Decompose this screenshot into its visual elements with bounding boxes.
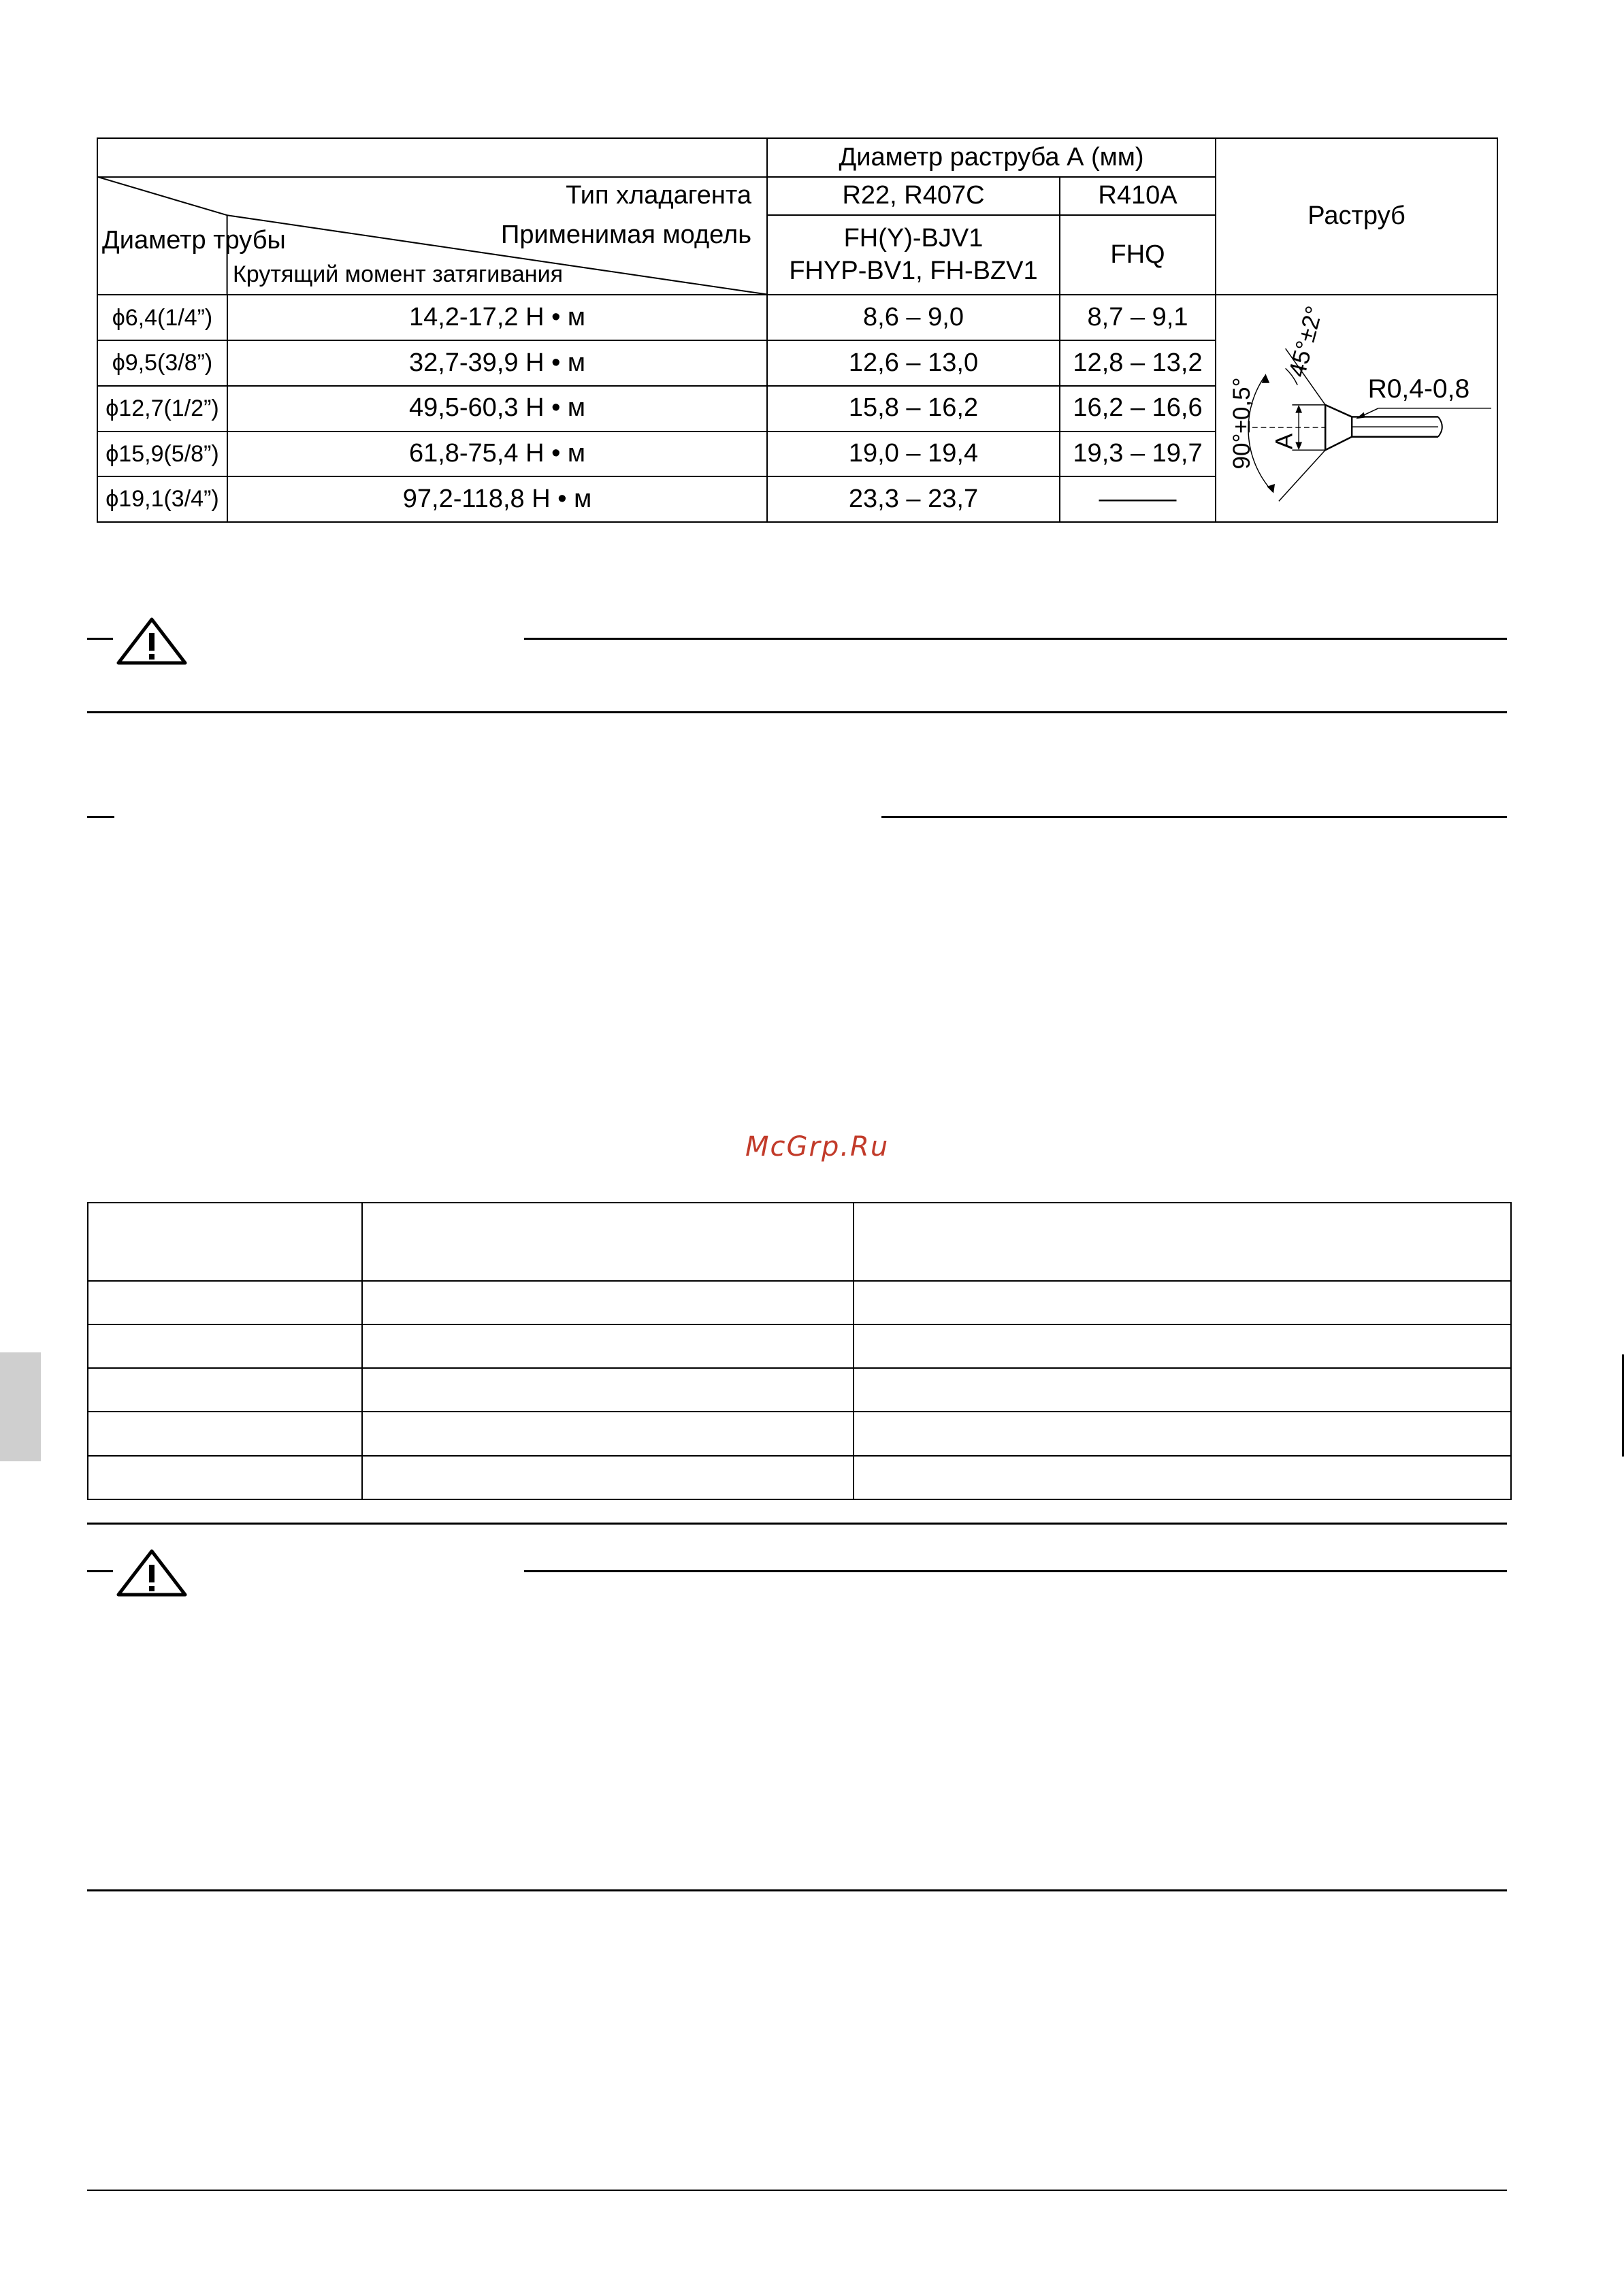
flare-a-r410a-cell: 12,8 – 13,2	[1060, 340, 1216, 386]
caution-rule	[524, 1570, 1507, 1572]
table-row	[88, 1368, 1511, 1412]
table-cell	[88, 1281, 362, 1324]
table-cell	[88, 1203, 362, 1281]
flare-a-r410a-cell: 16,2 – 16,6	[1060, 386, 1216, 432]
torque-cell: 97,2-118,8 Н • м	[227, 476, 767, 522]
warning-triangle-icon	[116, 1548, 188, 1597]
dimension-a-label: A	[1271, 434, 1298, 450]
table-cell	[362, 1368, 854, 1412]
radius-label: R0,4-0,8	[1367, 374, 1470, 404]
pipe-cell: ϕ15,9(5/8”)	[97, 432, 227, 477]
table-cell	[362, 1203, 854, 1281]
pipe-diameter-label: Диаметр трубы	[102, 226, 286, 255]
model-a-header	[767, 215, 1060, 295]
flare-angle-label: 45°±2°	[1284, 304, 1329, 380]
flare-a-r22-cell: 19,0 – 19,4	[767, 432, 1060, 477]
table-cell	[854, 1324, 1511, 1368]
table-cell	[362, 1456, 854, 1499]
flare-a-r410a-cell: 8,7 – 9,1	[1060, 295, 1216, 340]
torque-cell: 32,7-39,9 Н • м	[227, 340, 767, 386]
flare-a-r22-cell: 12,6 – 13,0	[767, 340, 1060, 386]
empty-table	[87, 1202, 1512, 1500]
table-cell	[88, 1368, 362, 1412]
pipe-cell: ϕ9,5(3/8”)	[97, 340, 227, 386]
model-b-header: FHQ	[1060, 215, 1216, 295]
table-cell	[854, 1412, 1511, 1455]
refrigerant-r410a-header: R410A	[1060, 177, 1216, 216]
tightening-torque-label: Крутящий момент затягивания	[233, 261, 563, 287]
refrigerant-type-label: Тип хладагента	[566, 181, 751, 210]
refrigerant-r22-header: R22, R407C	[767, 177, 1060, 216]
section-divider	[87, 1523, 1507, 1525]
flare-a-r22-cell: 23,3 – 23,7	[767, 476, 1060, 522]
diagonal-header-cell	[97, 138, 767, 295]
flare-header: Раструб	[1216, 138, 1497, 295]
flare-diameter-header: Диаметр раструба А (мм)	[767, 138, 1216, 177]
table-cell	[88, 1412, 362, 1455]
table-row	[88, 1456, 1511, 1499]
applicable-model-label: Применимая модель	[501, 221, 751, 249]
model-a-line1: FH(Y)-BJV1	[843, 224, 984, 253]
flare-a-r22-cell: 8,6 – 9,0	[767, 295, 1060, 340]
table-cell	[88, 1324, 362, 1368]
table-row	[88, 1412, 1511, 1455]
caution-dash	[87, 638, 113, 640]
flare-diagram-cell	[1216, 295, 1497, 522]
table-cell	[854, 1368, 1511, 1412]
footer-rule	[87, 2190, 1507, 2191]
flare-a-r22-cell: 15,8 – 16,2	[767, 386, 1060, 432]
flare-a-r410a-cell: 19,3 – 19,7	[1060, 432, 1216, 477]
total-angle-label: 90°±0,5°	[1229, 377, 1256, 470]
flare-diagram	[1216, 295, 1497, 521]
table-cell	[362, 1412, 854, 1455]
section-divider	[87, 711, 1507, 713]
table-row	[88, 1324, 1511, 1368]
table-row	[88, 1203, 1511, 1281]
table-cell	[88, 1456, 362, 1499]
table-cell	[854, 1281, 1511, 1324]
side-tab	[0, 1352, 41, 1461]
torque-cell: 61,8-75,4 Н • м	[227, 432, 767, 477]
pipe-cell: ϕ6,4(1/4”)	[97, 295, 227, 340]
caution-dash	[87, 1570, 113, 1572]
table-row	[97, 295, 1497, 340]
caution-rule	[524, 638, 1507, 640]
table-cell	[854, 1203, 1511, 1281]
section-rule	[881, 816, 1507, 818]
table-row	[88, 1281, 1511, 1324]
flare-a-r410a-cell: ———	[1060, 476, 1216, 522]
torque-cell: 14,2-17,2 Н • м	[227, 295, 767, 340]
section-dash	[87, 816, 114, 818]
model-a-line2: FHYP-BV1, FH-BZV1	[789, 256, 1038, 285]
torque-cell: 49,5-60,3 Н • м	[227, 386, 767, 432]
pipe-cell: ϕ19,1(3/4”)	[97, 476, 227, 522]
warning-triangle-icon	[116, 617, 188, 666]
torque-table	[97, 137, 1498, 523]
table-cell	[362, 1324, 854, 1368]
watermark: McGrp.Ru	[745, 1131, 890, 1162]
table-cell	[362, 1281, 854, 1324]
pipe-cell: ϕ12,7(1/2”)	[97, 386, 227, 432]
section-divider	[87, 1889, 1507, 1891]
table-cell	[854, 1456, 1511, 1499]
